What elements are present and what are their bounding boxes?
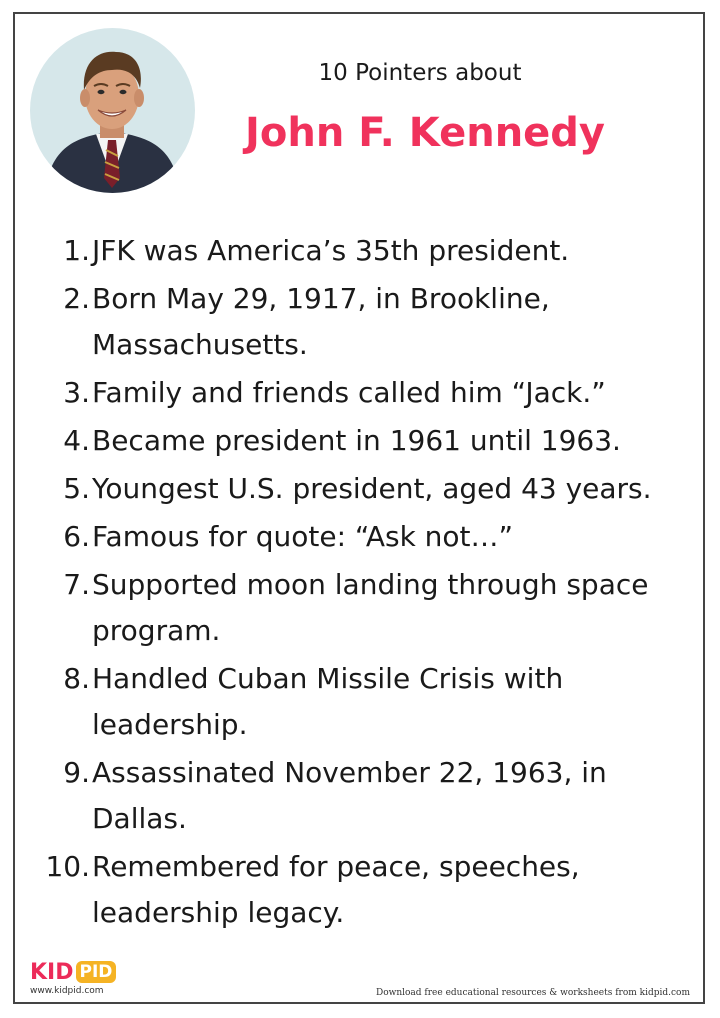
- list-text: Remembered for peace, speeches, leadership legacy.: [92, 850, 580, 929]
- logo-kid-text: KID: [30, 959, 74, 985]
- list-item: [30, 562, 680, 654]
- list-number: 3.: [63, 376, 90, 409]
- list-number: 8.: [63, 662, 90, 695]
- list-number: 9.: [63, 756, 90, 789]
- list-item: [30, 750, 680, 842]
- list-text: Famous for quote: “Ask not…”: [92, 520, 514, 553]
- list-item: [30, 844, 680, 936]
- list-item: [30, 418, 680, 464]
- footer-note: Download free educational resources & worksheets from kidpid.com: [376, 988, 690, 998]
- list-text: Supported moon landing through space program.: [92, 568, 649, 647]
- list-text: Assassinated November 22, 1963, in Dallas.: [92, 756, 607, 835]
- list-text: Family and friends called him “Jack.”: [92, 376, 606, 409]
- list-number: 7.: [63, 568, 90, 601]
- list-text: Handled Cuban Missile Crisis with leadership.: [92, 662, 564, 741]
- list-text: JFK was America’s 35th president.: [92, 234, 570, 267]
- list-item: [30, 370, 680, 416]
- logo-wordmark: [30, 960, 116, 984]
- list-item: [30, 514, 680, 560]
- list-text: Youngest U.S. president, aged 43 years.: [92, 472, 652, 505]
- list-number: 4.: [63, 424, 90, 457]
- list-number: 2.: [63, 282, 90, 315]
- list-text: Born May 29, 1917, in Brookline, Massachusetts.: [92, 282, 550, 361]
- logo-pid-text: PID: [76, 961, 117, 983]
- logo-url[interactable]: www.kidpid.com: [30, 986, 104, 996]
- list-number: 5.: [63, 472, 90, 505]
- list-text: Became president in 1961 until 1963.: [92, 424, 621, 457]
- portrait-photo: [30, 28, 195, 193]
- page-subtitle: 10 Pointers about: [318, 60, 522, 86]
- list-number: 10.: [45, 850, 90, 883]
- list-item: [30, 656, 680, 748]
- list-number: 6.: [63, 520, 90, 553]
- list-item: [30, 466, 680, 512]
- list-item: [30, 228, 680, 274]
- portrait-icon: [30, 28, 195, 193]
- facts-list: [30, 228, 680, 938]
- list-number: 1.: [63, 234, 90, 267]
- page-title: John F. Kennedy: [244, 110, 606, 156]
- list-item: [30, 276, 680, 368]
- kidpid-logo[interactable]: [30, 960, 116, 996]
